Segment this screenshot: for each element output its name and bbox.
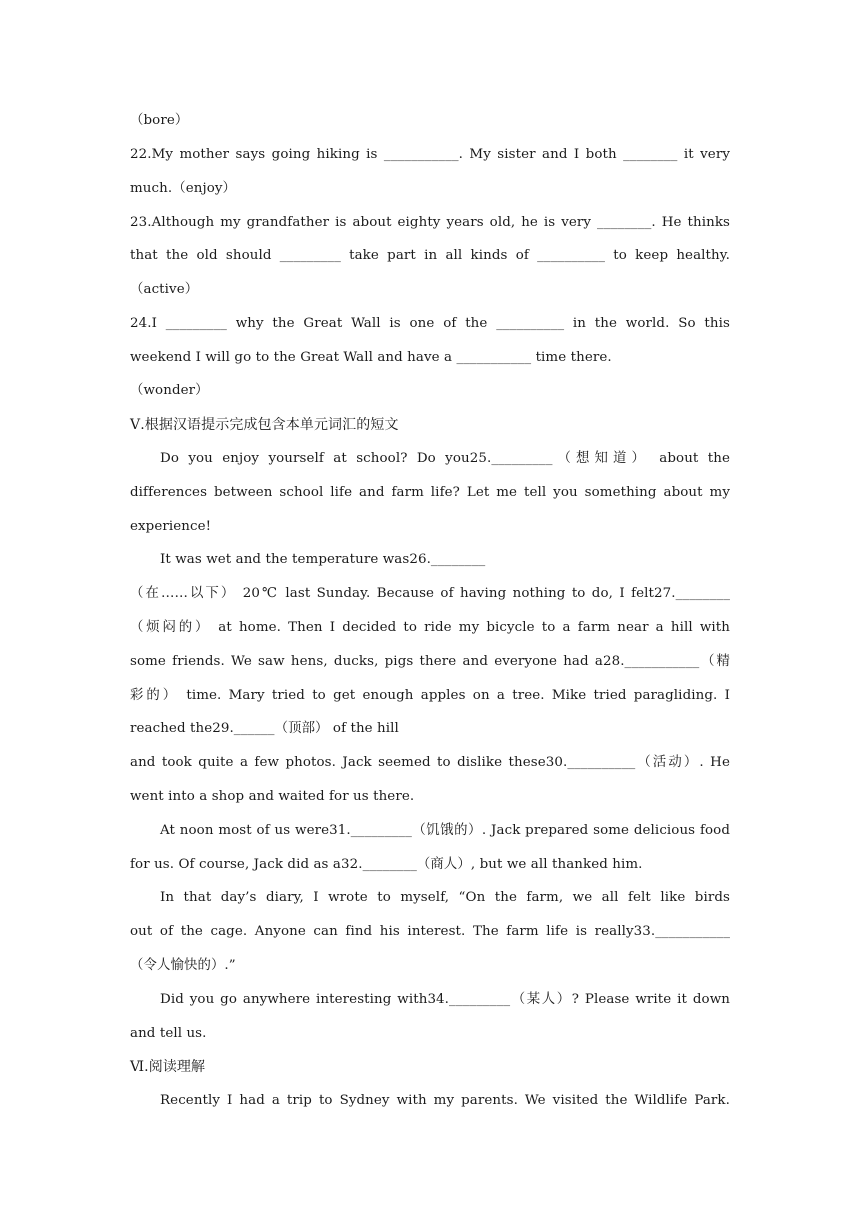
paragraph-line: Do you enjoy yourself at school? Do you25._________（想知道） about the bbox=[160, 451, 730, 466]
paragraph-line: （烦闷的） at home. Then I decided to ride my bicycle to a farm near a hill with bbox=[130, 620, 730, 635]
text-line: that the old should _________ take part in all kinds of __________ to keep healthy. bbox=[130, 248, 730, 263]
paragraph-line: and took quite a few photos. Jack seemed to dislike these30.__________（活动）. He bbox=[130, 755, 730, 770]
question-24-line-1: 24.I _________ why the Great Wall is one of the __________ in the world. So this bbox=[130, 316, 730, 331]
paragraph-line: It was wet and the temperature was26.________ bbox=[160, 552, 486, 567]
paragraph-line: （令人愉快的）.” bbox=[130, 958, 236, 973]
paragraph-line: At noon most of us were31._________（饥饿的）. Jack prepared some delicious food bbox=[160, 823, 730, 838]
paragraph-line: differences between school life and farm life? Let me tell you something about my bbox=[130, 485, 730, 500]
paragraph-line: experience! bbox=[130, 519, 212, 534]
paragraph-line: went into a shop and waited for us there. bbox=[130, 789, 415, 804]
text-line: much.（enjoy） bbox=[130, 181, 237, 196]
paragraph-line: for us. Of course, Jack did as a32.________（商人）, but we all thanked him. bbox=[130, 857, 643, 872]
paragraph-line: Did you go anywhere interesting with34._________（某人）? Please write it down bbox=[160, 992, 730, 1007]
text-line: weekend I will go to the Great Wall and have a ___________ time there. bbox=[130, 350, 612, 365]
section-heading-v: Ⅴ.根据汉语提示完成包含本单元词汇的短文 bbox=[130, 417, 399, 433]
question-22-line-1: 22.My mother says going hiking is ___________. My sister and I both ________ it very bbox=[130, 147, 730, 162]
text-line: （bore） bbox=[130, 113, 189, 128]
paragraph-line: Recently I had a trip to Sydney with my parents. We visited the Wildlife Park. bbox=[160, 1093, 730, 1108]
paragraph-line: （在……以下） 20℃ last Sunday. Because of having nothing to do, I felt27.________ bbox=[130, 586, 730, 601]
paragraph-line: reached the29.______（顶部） of the hill bbox=[130, 721, 399, 736]
text-line: （active） bbox=[130, 282, 199, 297]
paragraph-line: 彩的） time. Mary tried to get enough apples on a tree. Mike tried paragliding. I bbox=[130, 688, 730, 703]
paragraph-line: In that day’s diary, I wrote to myself, “On the farm, we all felt like birds bbox=[160, 890, 730, 905]
section-heading-vi: Ⅵ.阅读理解 bbox=[130, 1059, 206, 1075]
paragraph-line: and tell us. bbox=[130, 1026, 207, 1041]
paragraph-line: some friends. We saw hens, ducks, pigs there and everyone had a28.___________（精 bbox=[130, 654, 730, 669]
text-line: （wonder） bbox=[130, 383, 209, 398]
question-23-line-1: 23.Although my grandfather is about eighty years old, he is very ________. He thinks bbox=[130, 215, 730, 230]
paragraph-line: out of the cage. Anyone can find his interest. The farm life is really33.___________ bbox=[130, 924, 730, 939]
